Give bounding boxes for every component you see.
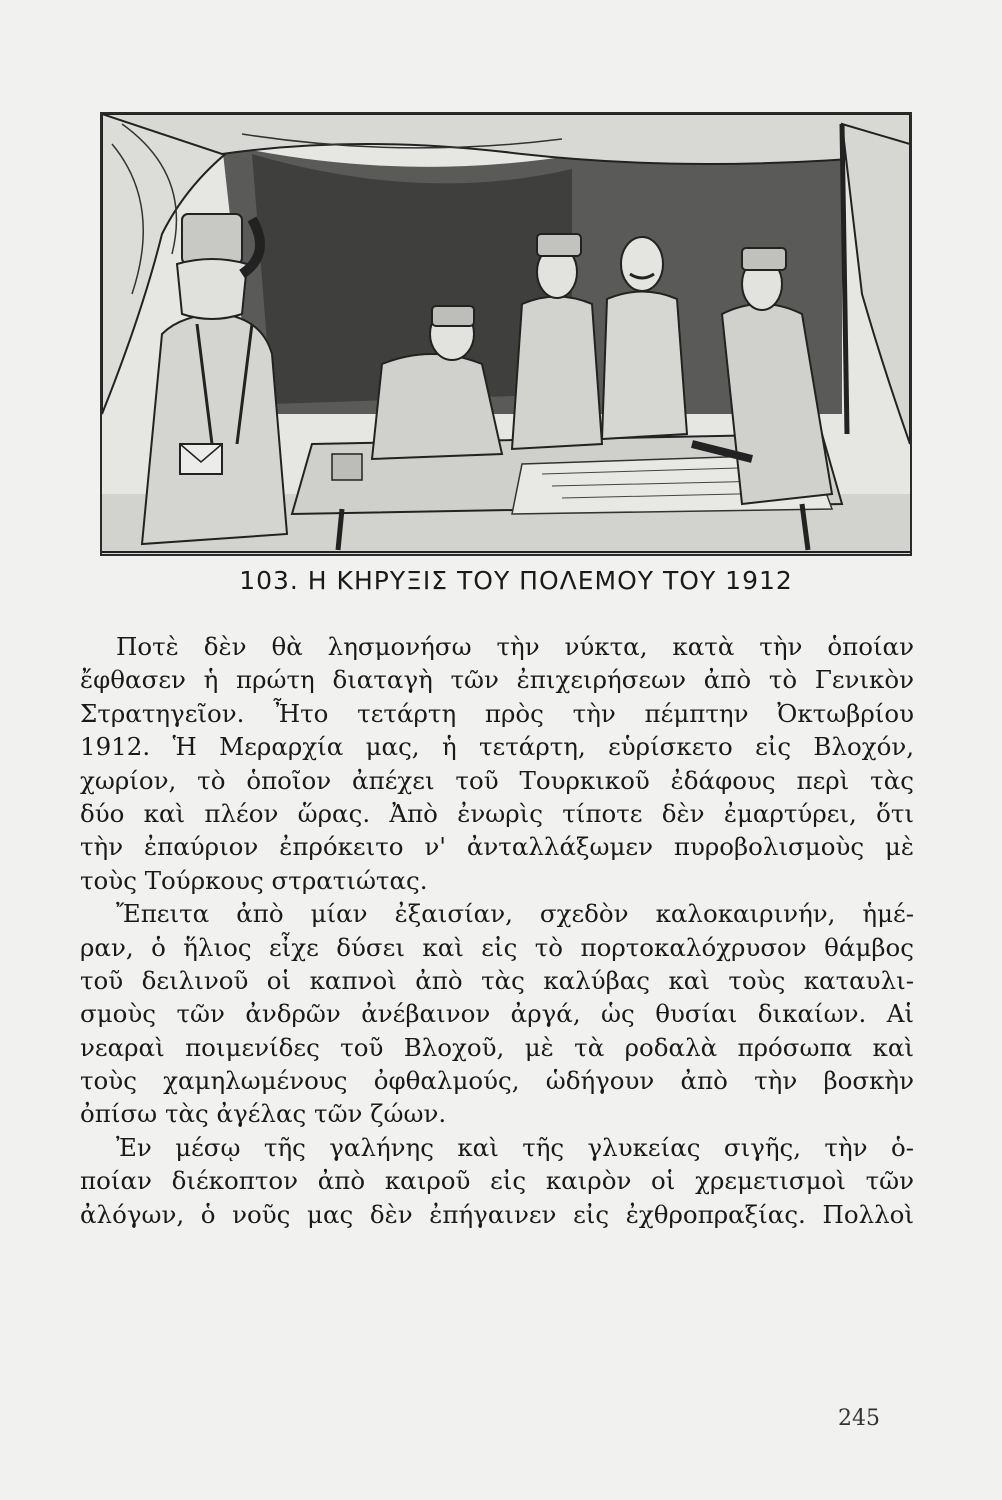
- illustration-drawing: [102, 114, 910, 554]
- text-line: σμοὺς τῶν ἀνδρῶν ἀνέβαινον ἀργά, ὡς θυσίαι δικαίων. Αἱ: [80, 999, 914, 1029]
- text-line: Ἔπειτα ἀπὸ μίαν ἐξαισίαν, σχεδὸν καλοκαιρινήν, ἡμέ-: [116, 899, 914, 929]
- text-line: δύο καὶ πλέον ὥρας. Ἀπὸ ἐνωρὶς τίποτε δὲν ἐμαρτύρει, ὅτι: [80, 798, 914, 828]
- text-line: ραν, ὁ ἥλιος εἶχε δύσει καὶ εἰς τὸ πορτοκαλόχρυσον θάμβος: [80, 932, 914, 962]
- text-line: Ἐν μέσῳ τῆς γαλήνης καὶ τῆς γλυκείας σιγῆς, τὴν ὁ-: [116, 1132, 914, 1162]
- text-line: Ποτὲ δὲν θὰ λησμονήσω τὴν νύκτα, κατὰ τὴν ὁποίαν: [116, 632, 914, 661]
- text-line: Στρατηγεῖον. Ἦτο τετάρτη πρὸς τὴν πέμπτην Ὀκτωβρίου: [80, 698, 914, 728]
- body-text: [80, 630, 914, 1231]
- text-line: ἀλόγων, ὁ νοῦς μας δὲν ἐπήγαινεν εἰς ἐχθροπραξίας. Πολλοὶ: [80, 1199, 914, 1229]
- text-line: τοὺς χαμηλωμένους ὀφθαλμούς, ὡδήγουν ἀπὸ τὴν βοσκὴν: [80, 1066, 914, 1096]
- text-line: 1912. Ἡ Μεραρχία μας, ἡ τετάρτη, εὑρίσκετο εἰς Βλοχόν,: [80, 732, 914, 762]
- war-declaration-illustration: [100, 112, 912, 556]
- text-line: ὀπίσω τὰς ἀγέλας τῶν ζώων.: [80, 1099, 447, 1129]
- text-line: ποίαν διέκοπτον ἀπὸ καιροῦ εἰς καιρὸν οἱ χρεμετισμοὶ τῶν: [80, 1166, 914, 1196]
- text-line: ἔφθασεν ἡ πρώτη διαταγὴ τῶν ἐπιχειρήσεων ἀπὸ τὸ Γενικὸν: [80, 665, 914, 695]
- illustration-caption: 103. Η ΚΗΡΥΞΙΣ ΤΟΥ ΠΟΛΕΜΟΥ ΤΟΥ 1912: [239, 566, 793, 595]
- text-line: νεαραὶ ποιμενίδες τοῦ Βλοχοῦ, μὲ τὰ ροδαλὰ πρόσωπα καὶ: [80, 1032, 914, 1062]
- page-number: 245: [838, 1406, 880, 1431]
- text-line: τοῦ δειλινοῦ οἱ καπνοὶ ἀπὸ τὰς καλύβας καὶ τοὺς καταυλι-: [80, 965, 914, 995]
- text-line: χωρίον, τὸ ὁποῖον ἀπέχει τοῦ Τουρκικοῦ ἐδάφους περὶ τὰς: [80, 765, 914, 795]
- text-line: τὴν ἐπαύριον ἐπρόκειτο ν' ἀνταλλάξωμεν πυροβολισμοὺς μὲ: [80, 832, 914, 862]
- text-line: τοὺς Τούρκους στρατιώτας.: [80, 865, 428, 895]
